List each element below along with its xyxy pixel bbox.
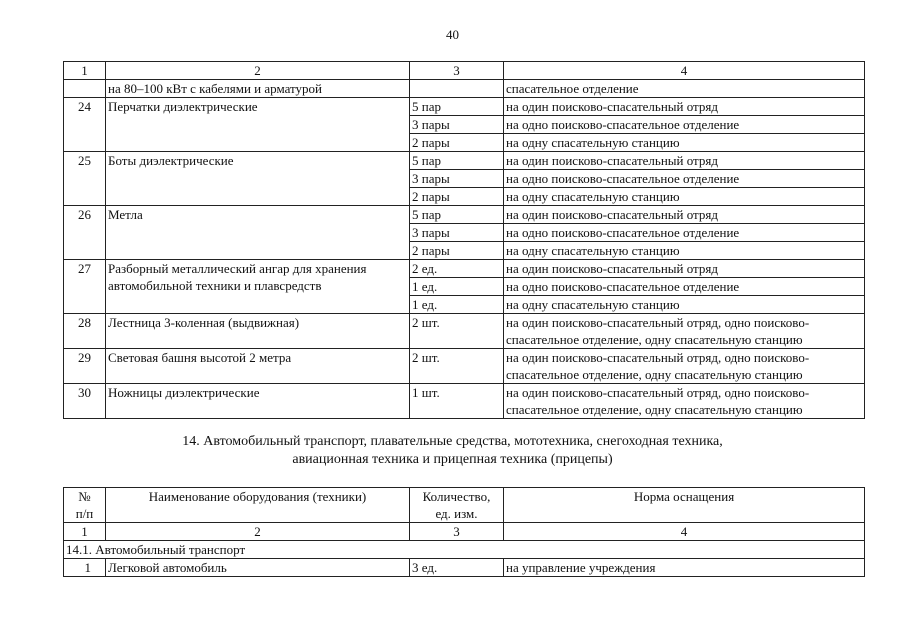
item-quantity: 1 шт. — [410, 384, 504, 419]
item-norm: на одну спасательную станцию — [504, 188, 865, 206]
item-name: Перчатки диэлектрические — [106, 98, 410, 152]
section-title — [0, 433, 905, 469]
item-quantity: 3 ед. — [410, 559, 504, 577]
item-norm: на одно поисково-спасательное отделение — [504, 278, 865, 296]
item-norm — [504, 349, 865, 384]
subsection-title: 14.1. Автомобильный транспорт — [64, 541, 865, 559]
section-title-line: 14. Автомобильный транспорт, плавательные средства, мототехника, снегоходная техника, — [182, 434, 723, 449]
item-name — [106, 260, 410, 314]
page-number: 40 — [446, 27, 459, 42]
column-number-2: 2 — [106, 62, 410, 80]
section-title-line: авиационная техника и прицепная техника (прицепы) — [292, 452, 613, 467]
item-name: Легковой автомобиль — [106, 559, 410, 577]
item-norm: на одну спасательную станцию — [504, 242, 865, 260]
item-quantity: 2 шт. — [410, 349, 504, 384]
equipment-table-continued — [63, 61, 865, 419]
item-quantity: 5 пар — [410, 206, 504, 224]
item-norm: на один поисково-спасательный отряд — [504, 206, 865, 224]
row-number: 1 — [64, 559, 106, 577]
table-row — [64, 559, 865, 577]
item-quantity: 2 ед. — [410, 260, 504, 278]
row-number: 28 — [64, 314, 106, 349]
column-number-2: 2 — [106, 523, 410, 541]
item-norm: на одно поисково-спасательное отделение — [504, 116, 865, 134]
item-quantity: 2 пары — [410, 242, 504, 260]
item-name: Ножницы диэлектрические — [106, 384, 410, 419]
item-quantity — [410, 80, 504, 98]
item-norm-line: спасательное отделение, одну спасательную станцию — [506, 402, 803, 417]
item-norm: на одно поисково-спасательное отделение — [504, 224, 865, 242]
item-norm-line: спасательное отделение, одну спасательную станцию — [506, 367, 803, 382]
item-name: Лестница 3-коленная (выдвижная) — [106, 314, 410, 349]
table-row-continuation — [64, 80, 865, 98]
item-name-line: автомобильной техники и плавсредств — [108, 278, 322, 293]
item-quantity: 3 пары — [410, 116, 504, 134]
column-header-number — [64, 488, 106, 523]
column-header-line: п/п — [75, 506, 94, 521]
table-column-numbers-row — [64, 523, 865, 541]
item-norm-line: на один поисково-спасательный отряд, одно поисково- — [506, 385, 810, 400]
column-header-name: Наименование оборудования (техники) — [106, 488, 410, 523]
column-header-norm: Норма оснащения — [504, 488, 865, 523]
row-number — [64, 80, 106, 98]
column-number-3: 3 — [410, 523, 504, 541]
table-row — [64, 349, 865, 384]
column-header-line: ед. изм. — [435, 506, 478, 521]
table-row — [64, 384, 865, 419]
item-norm-line: на один поисково-спасательный отряд, одно поисково- — [506, 315, 810, 330]
table-header-row — [64, 488, 865, 523]
item-norm-line: спасательное отделение, одну спасательную станцию — [506, 332, 803, 347]
item-norm: на одну спасательную станцию — [504, 134, 865, 152]
item-norm: на один поисково-спасательный отряд — [504, 260, 865, 278]
transport-table — [63, 487, 865, 577]
row-number: 30 — [64, 384, 106, 419]
item-name: Метла — [106, 206, 410, 260]
item-name-line: Разборный металлический ангар для хранения — [108, 261, 367, 276]
item-name: Боты диэлектрические — [106, 152, 410, 206]
item-norm: на управление учреждения — [504, 559, 865, 577]
item-quantity: 3 пары — [410, 170, 504, 188]
column-number-1: 1 — [64, 523, 106, 541]
table-row — [64, 152, 865, 170]
item-norm: на один поисково-спасательный отряд — [504, 152, 865, 170]
item-norm — [504, 314, 865, 349]
column-number-4: 4 — [504, 62, 865, 80]
item-quantity: 3 пары — [410, 224, 504, 242]
item-quantity: 1 ед. — [410, 278, 504, 296]
item-quantity: 5 пар — [410, 152, 504, 170]
subsection-row — [64, 541, 865, 559]
item-quantity: 2 шт. — [410, 314, 504, 349]
column-header-line: Количество, — [422, 489, 491, 504]
column-number-1: 1 — [64, 62, 106, 80]
row-number: 27 — [64, 260, 106, 314]
item-norm: на одно поисково-спасательное отделение — [504, 170, 865, 188]
row-number: 25 — [64, 152, 106, 206]
row-number: 24 — [64, 98, 106, 152]
item-name: на 80–100 кВт с кабелями и арматурой — [106, 80, 410, 98]
item-norm-line: на один поисково-спасательный отряд, одно поисково- — [506, 350, 810, 365]
row-number: 26 — [64, 206, 106, 260]
table-row — [64, 260, 865, 278]
table-row — [64, 314, 865, 349]
column-number-4: 4 — [504, 523, 865, 541]
column-number-3: 3 — [410, 62, 504, 80]
item-name: Световая башня высотой 2 метра — [106, 349, 410, 384]
column-header-quantity — [410, 488, 504, 523]
item-quantity: 2 пары — [410, 188, 504, 206]
item-quantity: 2 пары — [410, 134, 504, 152]
item-norm: на один поисково-спасательный отряд — [504, 98, 865, 116]
table-row — [64, 206, 865, 224]
item-norm — [504, 384, 865, 419]
column-header-line: № — [78, 489, 91, 504]
table-row — [64, 98, 865, 116]
table-header-row — [64, 62, 865, 80]
item-norm: спасательное отделение — [504, 80, 865, 98]
item-norm: на одну спасательную станцию — [504, 296, 865, 314]
item-quantity: 1 ед. — [410, 296, 504, 314]
item-quantity: 5 пар — [410, 98, 504, 116]
row-number: 29 — [64, 349, 106, 384]
